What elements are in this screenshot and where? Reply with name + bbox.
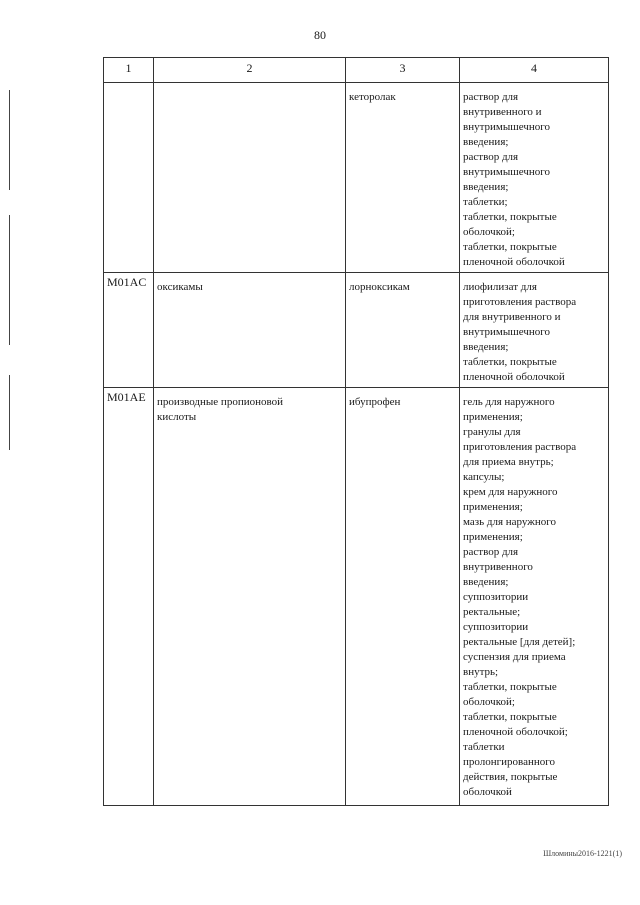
substance-cell [346, 273, 460, 388]
dosage-form-line: лиофилизат для [463, 281, 537, 293]
dosage-forms-cell [460, 388, 609, 806]
group-name-line: кислоты [157, 411, 197, 423]
dosage-form-line: оболочкой; [463, 226, 515, 238]
dosage-form-line: суппозитории [463, 621, 529, 633]
dosage-form-line: внутримышечного [463, 121, 550, 133]
dosage-form-line: таблетки [463, 741, 505, 753]
column-number-3: 3 [346, 58, 460, 83]
dosage-form-line: внутривенного и [463, 106, 542, 118]
column-number-1: 1 [104, 58, 154, 83]
dosage-form-line: оболочкой [463, 786, 512, 798]
dosage-form-line: таблетки, покрытые [463, 211, 557, 223]
group-name-line: оксикамы [157, 281, 203, 293]
dosage-form-line: крем для наружного [463, 486, 558, 498]
medication-table [103, 57, 609, 806]
table-row [104, 83, 609, 273]
dosage-form-line: ректальные [для детей]; [463, 636, 576, 648]
dosage-form-line: внутривенного [463, 561, 533, 573]
dosage-form-line: раствор для [463, 151, 519, 163]
table-header-row [104, 58, 609, 83]
column-number-4: 4 [460, 58, 609, 83]
dosage-form-line: ректальные; [463, 606, 521, 618]
dosage-form-line: пленочной оболочкой [463, 371, 565, 383]
dosage-form-line: внутрь; [463, 666, 499, 678]
table-body [104, 83, 609, 806]
page-number: 80 [314, 28, 326, 42]
dosage-form-line: введения; [463, 181, 509, 193]
table-row [104, 273, 609, 388]
substance-name: ибупрофен [349, 396, 401, 408]
dosage-form-line: введения; [463, 576, 509, 588]
group-name-cell [154, 388, 346, 806]
dosage-form-line: введения; [463, 136, 509, 148]
substance-name: лорноксикам [349, 281, 410, 293]
dosage-form-line: суппозитории [463, 591, 529, 603]
dosage-form-line: пролонгированного [463, 756, 555, 768]
dosage-form-line: таблетки, покрытые [463, 356, 557, 368]
scan-margin-line [9, 215, 10, 345]
atc-code-cell: M01AE [104, 388, 154, 806]
atc-code-cell [104, 83, 154, 273]
dosage-form-line: раствор для [463, 91, 519, 103]
dosage-form-line: мазь для наружного [463, 516, 556, 528]
group-name-cell [154, 83, 346, 273]
group-name-cell [154, 273, 346, 388]
dosage-form-line: таблетки; [463, 196, 508, 208]
dosage-form-line: применения; [463, 501, 523, 513]
dosage-form-line: внутримышечного [463, 166, 550, 178]
dosage-form-line: таблетки, покрытые [463, 681, 557, 693]
substance-cell [346, 83, 460, 273]
dosage-form-line: действия, покрытые [463, 771, 558, 783]
dosage-form-line: введения; [463, 341, 509, 353]
column-number-2: 2 [154, 58, 346, 83]
dosage-form-line: капсулы; [463, 471, 505, 483]
dosage-form-line: для приема внутрь; [463, 456, 554, 468]
dosage-form-line: пленочной оболочкой; [463, 726, 568, 738]
dosage-forms-cell [460, 83, 609, 273]
dosage-form-line: приготовления раствора [463, 296, 577, 308]
scan-margin-line [9, 375, 10, 450]
dosage-form-line: оболочкой; [463, 696, 515, 708]
dosage-form-line: таблетки, покрытые [463, 241, 557, 253]
dosage-form-line: гранулы для [463, 426, 521, 438]
substance-name: кеторолак [349, 91, 396, 103]
dosage-form-line: применения; [463, 531, 523, 543]
table-row [104, 388, 609, 806]
atc-code-cell: M01AC [104, 273, 154, 388]
dosage-form-line: для внутривенного и [463, 311, 561, 323]
dosage-form-line: суспензия для приема [463, 651, 566, 663]
substance-cell [346, 388, 460, 806]
group-name-line: производные пропионовой [157, 396, 283, 408]
dosage-form-line: раствор для [463, 546, 519, 558]
document-reference: Шломины2016-1221(1) [543, 849, 622, 858]
dosage-form-line: пленочной оболочкой [463, 256, 565, 268]
dosage-form-line: гель для наружного [463, 396, 555, 408]
dosage-form-line: применения; [463, 411, 523, 423]
dosage-form-line: внутримышечного [463, 326, 550, 338]
dosage-form-line: таблетки, покрытые [463, 711, 557, 723]
dosage-forms-cell [460, 273, 609, 388]
dosage-form-line: приготовления раствора [463, 441, 577, 453]
scan-margin-line [9, 90, 10, 190]
